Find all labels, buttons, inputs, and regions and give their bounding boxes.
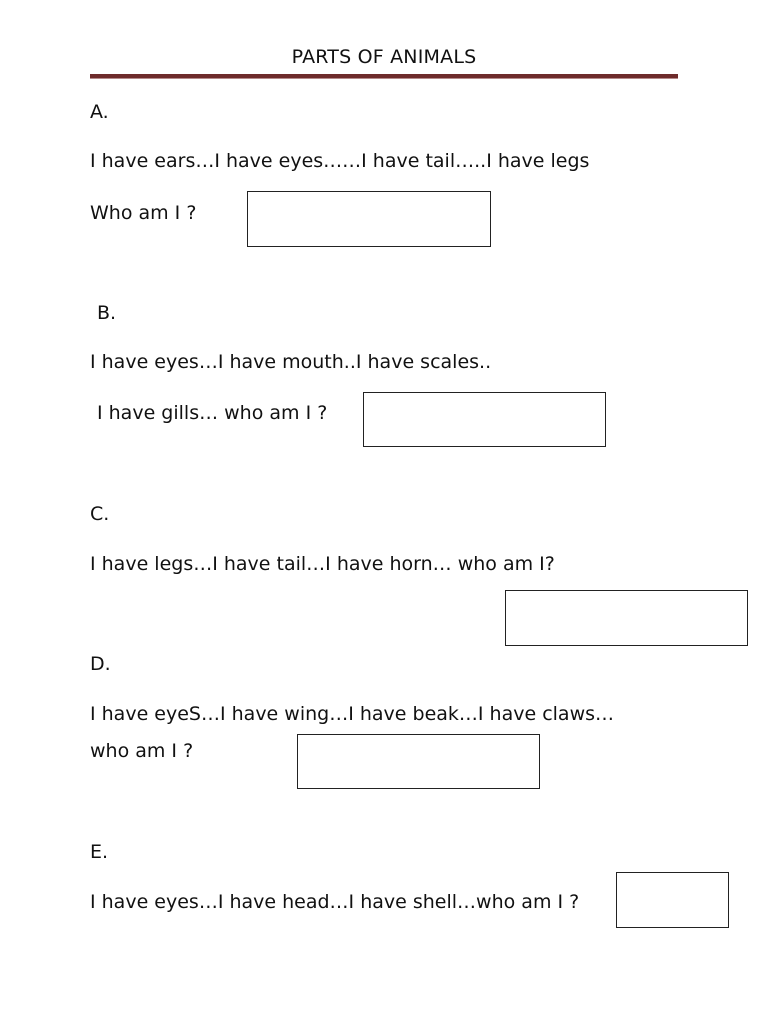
question-b-label: B. <box>97 302 117 324</box>
question-a-prompt: Who am I ? <box>90 202 197 224</box>
title-divider <box>90 74 678 79</box>
question-a-clues: I have ears…I have eyes……I have tail…..I have legs <box>90 150 590 172</box>
answer-box-b[interactable] <box>363 392 606 447</box>
question-c-clues: I have legs…I have tail…I have horn… who am I? <box>90 553 555 575</box>
answer-box-c[interactable] <box>505 590 748 646</box>
question-d-label: D. <box>90 653 111 675</box>
question-a-label: A. <box>90 101 109 123</box>
question-e-clues: I have eyes…I have head…I have shell…who am I ? <box>90 891 580 913</box>
question-b-prompt: I have gills… who am I ? <box>97 402 328 424</box>
question-c-label: C. <box>90 503 110 525</box>
question-b-clues: I have eyes…I have mouth..I have scales.. <box>90 351 492 373</box>
answer-box-a[interactable] <box>247 191 491 247</box>
answer-box-e[interactable] <box>616 872 729 928</box>
worksheet-title: PARTS OF ANIMALS <box>291 46 477 68</box>
question-d-prompt: who am I ? <box>90 740 194 762</box>
question-e-label: E. <box>90 841 109 863</box>
answer-box-d[interactable] <box>297 734 540 789</box>
question-d-clues: I have eyeS…I have wing…I have beak…I have claws… <box>90 703 615 725</box>
